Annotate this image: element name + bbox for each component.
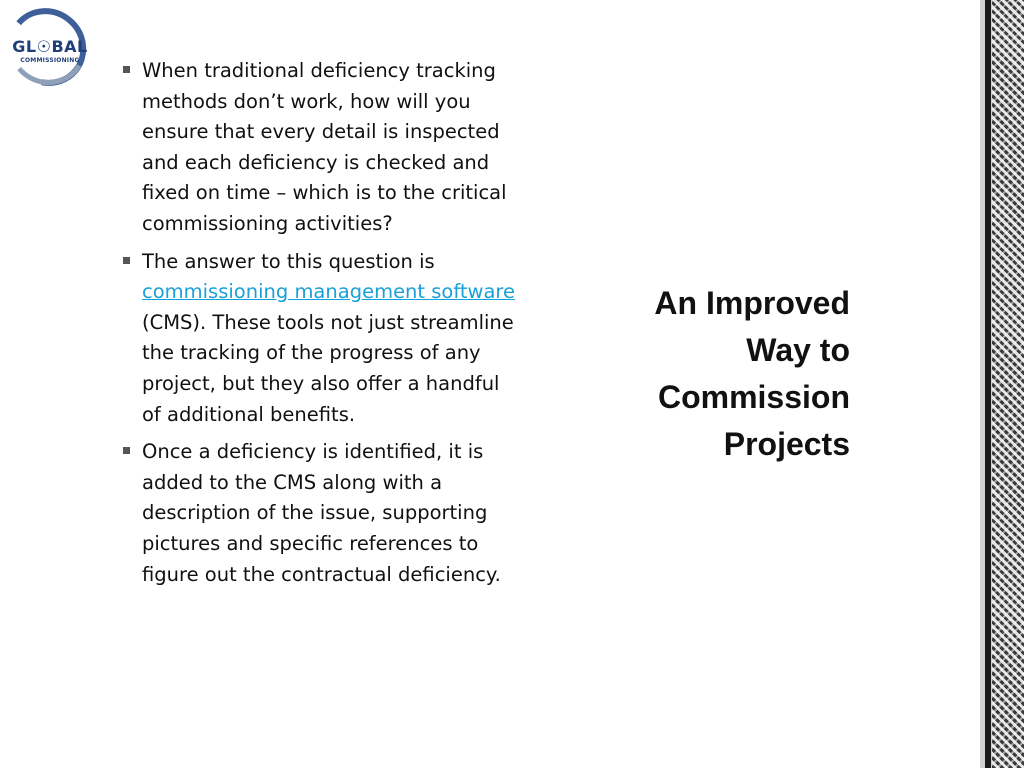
bullet-text-2-after: (CMS). These tools not just streamline the tracking of the progress of any project, but they also offer a handful of additional benefits. — [142, 310, 514, 426]
decorative-border — [980, 0, 1024, 768]
bullet-text-2-before: The answer to this question is — [142, 249, 435, 273]
title-line-1: An Improved — [654, 285, 850, 321]
title-line-4: Projects — [723, 426, 850, 462]
title-line-2: Way to — [746, 332, 850, 368]
title-line-3: Commission — [657, 379, 850, 415]
bullet-item-3 — [120, 437, 520, 590]
slide-title — [590, 280, 850, 468]
bullet-text-3: Once a deficiency is identified, it is added to the CMS along with a description of the issue, supporting pictures and specific references to figure out the contractual deficiency. — [142, 440, 501, 586]
logo-subtitle: COMMISSIONING — [20, 57, 80, 64]
square-bullet-icon — [123, 66, 130, 73]
bullet-text-1: When traditional deficiency tracking methods don’t work, how will you ensure that every detail is inspected and each deficiency is checked and fixed on time – which is to the critical commissioning activities? — [142, 59, 507, 235]
border-pattern — [992, 0, 1024, 768]
bullet-item-1 — [120, 56, 520, 240]
border-dark-line — [985, 0, 991, 768]
global-commissioning-logo — [6, 8, 88, 86]
square-bullet-icon — [123, 257, 130, 264]
bullet-list — [120, 56, 520, 590]
logo-title: GL☉BAL — [12, 37, 88, 56]
cms-link[interactable]: commissioning management software — [142, 280, 516, 304]
square-bullet-icon — [123, 447, 130, 454]
bullet-content — [120, 56, 520, 597]
bullet-item-2 — [120, 247, 520, 431]
